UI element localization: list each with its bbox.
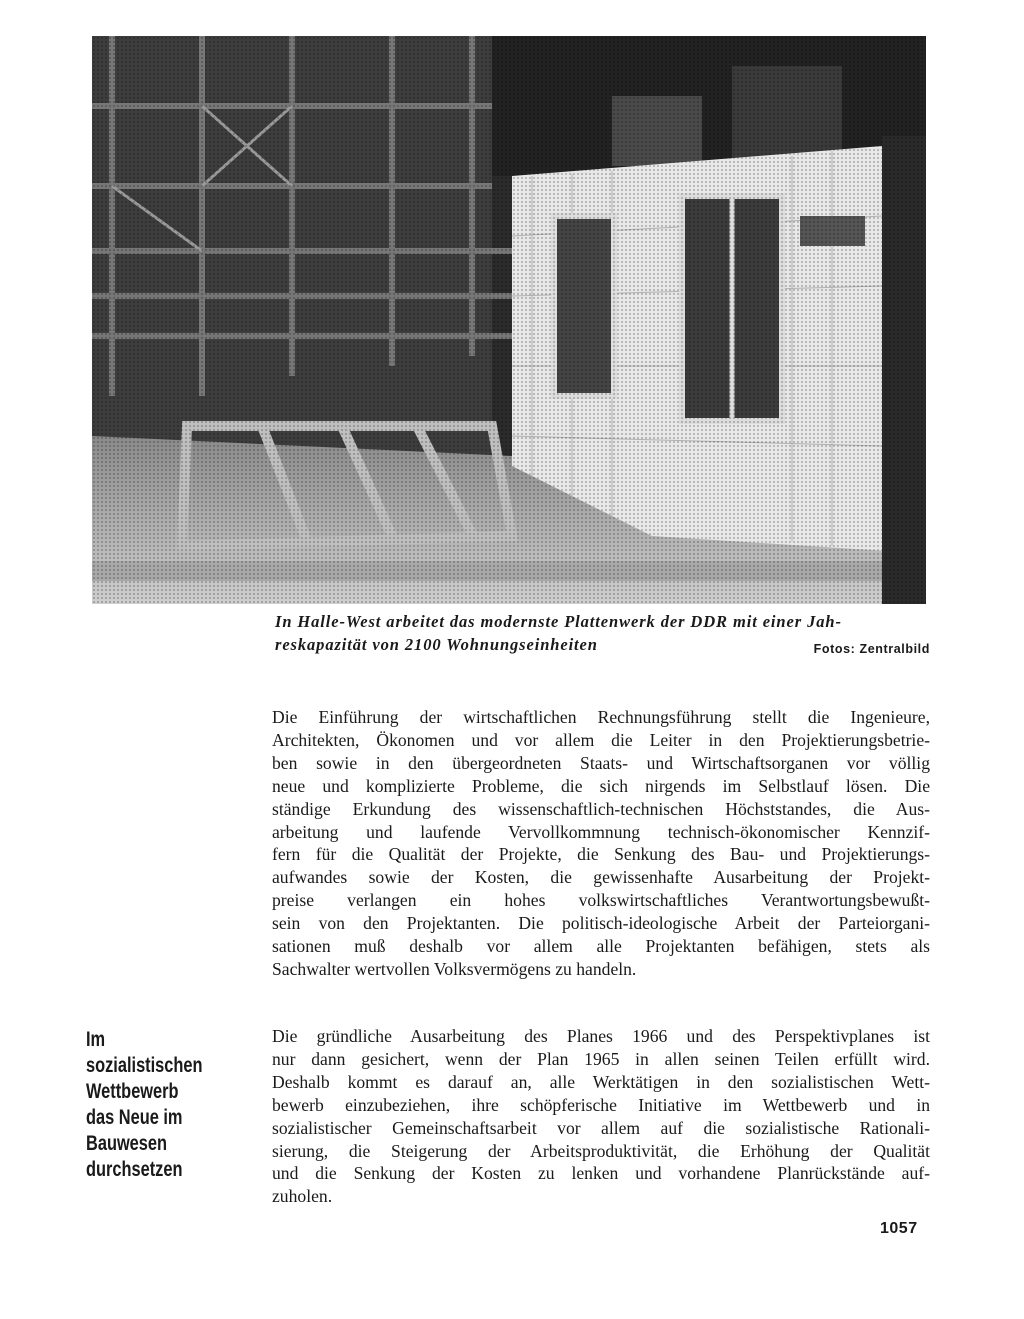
side-heading-line: Bauwesen: [86, 1132, 168, 1155]
paragraph-line: neue und komplizierte Probleme, die sich nirgends im Selbstlauf lösen. Die: [272, 775, 930, 796]
paragraph-line: preise verlangen ein hohes volkswirtschaftliches Verantwortungsbewußt-: [272, 890, 930, 911]
paragraph-line: bewerb einzubeziehen, ihre schöpferische Initiative im Wettbewerb und in: [272, 1094, 930, 1115]
paragraph-line: fern für die Qualität der Projekte, die Senkung des Bau- und Projektierungs-: [272, 844, 930, 865]
paragraph-line: Architekten, Ökonomen und vor allem die Leiter in den Projektierungsbetrie-: [272, 729, 930, 750]
side-heading-line: das Neue im: [86, 1106, 183, 1129]
caption-line-2: reskapazität von 2100 Wohnungseinheiten: [275, 635, 598, 654]
paragraph-line: sein von den Projektanten. Die politisch-ideologische Arbeit der Parteiorgani-: [272, 913, 930, 934]
paragraph-line: Die gründliche Ausarbeitung des Planes 1966 und des Perspektivplanes ist: [272, 1026, 930, 1046]
side-heading: [86, 1027, 219, 1183]
paragraph-2: [272, 1025, 930, 1208]
paragraph-line: ben sowie in den übergeordneten Staats- und Wirtschaftsorganen vor völlig: [272, 752, 930, 773]
paragraph-1: [272, 706, 930, 981]
paragraph-line: zuholen.: [272, 1186, 333, 1207]
paragraph-line: Die Einführung der wirtschaftlichen Rechnungsführung stellt die Ingenieure,: [272, 707, 930, 727]
paragraph-line: Deshalb kommt es darauf an, alle Werktätigen in den sozialistischen Wett-: [272, 1071, 930, 1092]
caption-line-1: In Halle-West arbeitet das modernste Plattenwerk der DDR mit einer Jah-: [275, 612, 842, 631]
paragraph-line: und die Senkung der Kosten zu lenken und vorhandene Planrückstände auf-: [272, 1163, 930, 1184]
paragraph-line: arbeitung und laufende Vervollkommnung technisch-ökonomischer Kennzif-: [272, 821, 930, 842]
paragraph-line: Sachwalter wertvollen Volksvermögens zu handeln.: [272, 958, 637, 979]
photo-credit: Fotos: Zentralbild: [813, 642, 930, 656]
factory-photo: [92, 36, 926, 604]
paragraph-line: nur dann gesichert, wenn der Plan 1965 in allen seinen Teilen erfüllt wird.: [272, 1048, 930, 1069]
side-heading-line: sozialistischen: [86, 1054, 203, 1077]
side-heading-line: Wettbewerb: [86, 1080, 179, 1103]
paragraph-line: ständige Erkundung des wissenschaftlich-technischen Höchststandes, die Aus-: [272, 798, 930, 819]
paragraph-line: sationen muß deshalb vor allem alle Projektanten befähigen, stets als: [272, 936, 930, 957]
paragraph-line: aufwandes sowie der Kosten, die gewissenhafte Ausarbeitung der Projekt-: [272, 867, 930, 888]
photo-caption: [275, 610, 930, 658]
page-number: 1057: [880, 1220, 918, 1237]
side-heading-line: durchsetzen: [86, 1158, 183, 1181]
paragraph-line: sozialistischer Gemeinschaftsarbeit vor allem auf die sozialistische Rationali-: [272, 1117, 930, 1138]
factory-photo-icon: [92, 36, 926, 604]
paragraph-line: sierung, die Steigerung der Arbeitsproduktivität, die Erhöhung der Qualität: [272, 1140, 930, 1161]
side-heading-line: Im: [86, 1028, 106, 1051]
